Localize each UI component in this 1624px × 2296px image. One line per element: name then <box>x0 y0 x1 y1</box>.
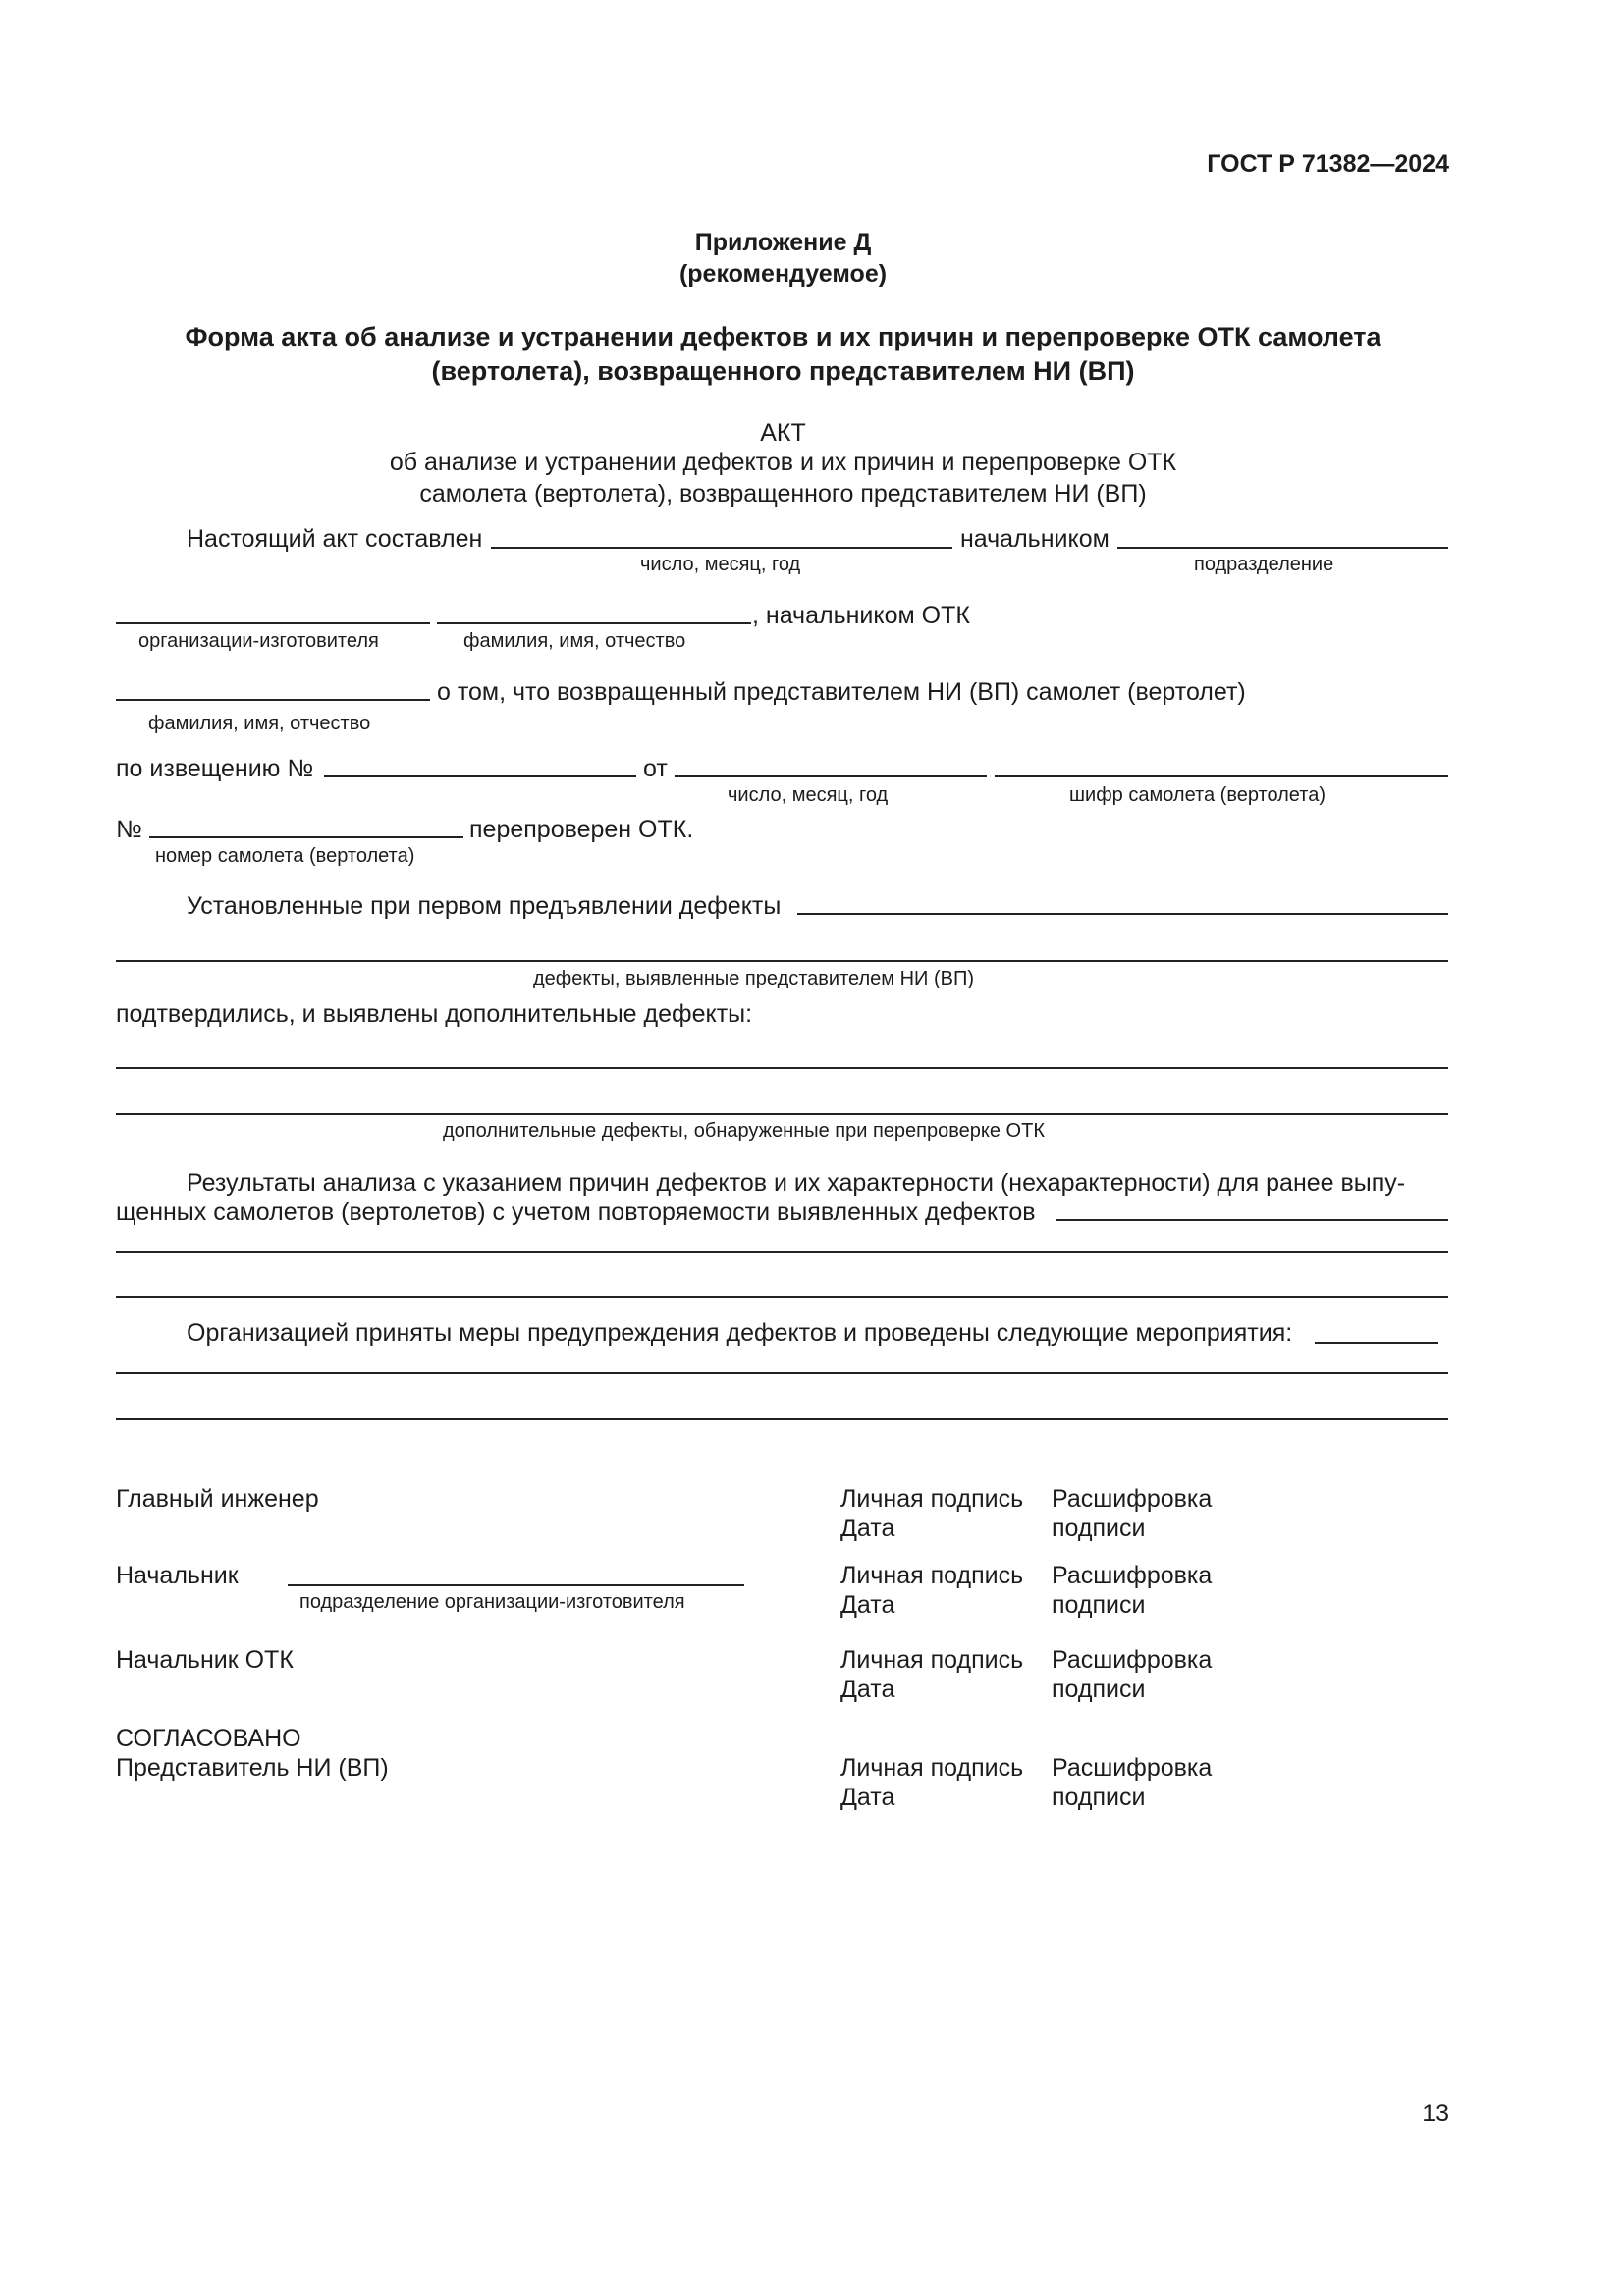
results-line1: Результаты анализа с указанием причин дефектов и их характерности (нехарактерности) для ранее выпу- <box>187 1169 1406 1197</box>
sig3-date: Дата <box>840 1676 895 1703</box>
caption-fio2: фамилия, имя, отчество <box>148 713 371 734</box>
about-returned-label: о том, что возвращенный представителем НИ (ВП) самолет (вертолет) <box>437 678 1246 706</box>
sig4-date: Дата <box>840 1784 895 1811</box>
notice-number-field-line[interactable] <box>324 775 636 777</box>
from-label: от <box>643 755 668 782</box>
by-notice-label: по извещению № <box>116 755 314 782</box>
sig1-personal: Личная подпись <box>840 1485 1024 1513</box>
results-field-line-2[interactable] <box>116 1251 1448 1253</box>
caption-org: организации-изготовителя <box>138 630 379 652</box>
caption-defects-rep: дефекты, выявленные представителем НИ (ВП) <box>533 968 974 989</box>
chief-otk-label: , начальником ОТК <box>752 602 970 629</box>
composed-label: Настоящий акт составлен <box>187 525 483 553</box>
defects-first-label: Установленные при первом предъявлении дефекты <box>187 892 782 920</box>
results-line2: щенных самолетов (вертолетов) с учетом повторяемости выявленных дефектов <box>116 1199 1036 1226</box>
chief-label: начальником <box>960 525 1110 553</box>
caption-cipher: шифр самолета (вертолета) <box>1069 784 1326 806</box>
act-word: АКТ <box>760 419 806 447</box>
page-number: 13 <box>1422 2100 1449 2127</box>
sig-representative: Представитель НИ (ВП) <box>116 1754 389 1782</box>
sig4-of-signature: подписи <box>1052 1784 1146 1811</box>
caption-fio: фамилия, имя, отчество <box>463 630 686 652</box>
caption-additional: дополнительные дефекты, обнаруженные при перепроверке ОТК <box>443 1120 1045 1142</box>
additional-field-line-1[interactable] <box>116 1067 1448 1069</box>
caption-date: число, месяц, год <box>640 554 801 575</box>
standard-number: ГОСТ Р 71382—2024 <box>1207 150 1449 178</box>
additional-field-line-2[interactable] <box>116 1113 1448 1115</box>
fio2-field-line[interactable] <box>116 699 430 701</box>
caption-number: номер самолета (вертолета) <box>155 845 415 867</box>
sig3-personal: Личная подпись <box>840 1646 1024 1674</box>
sig1-date: Дата <box>840 1515 895 1542</box>
sig2-date: Дата <box>840 1591 895 1619</box>
appendix-title: Приложение Д <box>694 229 872 256</box>
sig3-decoding: Расшифровка <box>1052 1646 1213 1674</box>
measures-label: Организацией приняты меры предупреждения дефектов и проведены следующие мероприятия: <box>187 1319 1293 1347</box>
measures-field-line-3[interactable] <box>116 1418 1448 1420</box>
sig2-of-signature: подписи <box>1052 1591 1146 1619</box>
notice-date-field-line[interactable] <box>675 775 987 777</box>
sig4-personal: Личная подпись <box>840 1754 1024 1782</box>
defects-field-line-2[interactable] <box>116 960 1448 962</box>
confirmed-label: подтвердились, и выявлены дополнительные дефекты: <box>116 1000 753 1028</box>
measures-field-line-2[interactable] <box>116 1372 1448 1374</box>
subdivision-field-line[interactable] <box>1117 547 1448 549</box>
sig4-decoding: Расшифровка <box>1052 1754 1213 1782</box>
measures-field-line-1[interactable] <box>1315 1342 1438 1344</box>
act-line1: об анализе и устранении дефектов и их причин и перепроверке ОТК <box>389 449 1177 476</box>
sig1-of-signature: подписи <box>1052 1515 1146 1542</box>
caption-subdivision-org: подразделение организации-изготовителя <box>299 1591 685 1613</box>
appendix-status: (рекомендуемое) <box>678 260 888 288</box>
fio-field-line[interactable] <box>437 622 751 624</box>
results-field-line-3[interactable] <box>116 1296 1448 1298</box>
form-title-line1: Форма акта об анализе и устранении дефектов и их причин и перепроверке ОТК самолета <box>185 322 1381 351</box>
org-field-line[interactable] <box>116 622 430 624</box>
sig1-decoding: Расшифровка <box>1052 1485 1213 1513</box>
form-title-line2: (вертолета), возвращенного представителем НИ (ВП) <box>431 356 1135 386</box>
rechecked-label: перепроверен ОТК. <box>469 816 694 843</box>
sig-agreed: СОГЛАСОВАНО <box>116 1725 301 1752</box>
caption-subdivision: подразделение <box>1194 554 1334 575</box>
sig3-of-signature: подписи <box>1052 1676 1146 1703</box>
act-line2: самолета (вертолета), возвращенного представителем НИ (ВП) <box>419 480 1147 507</box>
sig-chief: Начальник <box>116 1562 239 1589</box>
number-sign: № <box>116 816 142 843</box>
defects-field-line-1[interactable] <box>797 913 1448 915</box>
sig2-decoding: Расшифровка <box>1052 1562 1213 1589</box>
sig2-personal: Личная подпись <box>840 1562 1024 1589</box>
sig-chief-otk: Начальник ОТК <box>116 1646 294 1674</box>
cipher-field-line[interactable] <box>995 775 1448 777</box>
results-field-line-1[interactable] <box>1056 1219 1448 1221</box>
chief-subdivision-field-line[interactable] <box>288 1584 744 1586</box>
caption-date2: число, месяц, год <box>728 784 889 806</box>
aircraft-number-field-line[interactable] <box>149 836 463 838</box>
sig-chief-engineer: Главный инженер <box>116 1485 319 1513</box>
date-field-line[interactable] <box>491 547 952 549</box>
